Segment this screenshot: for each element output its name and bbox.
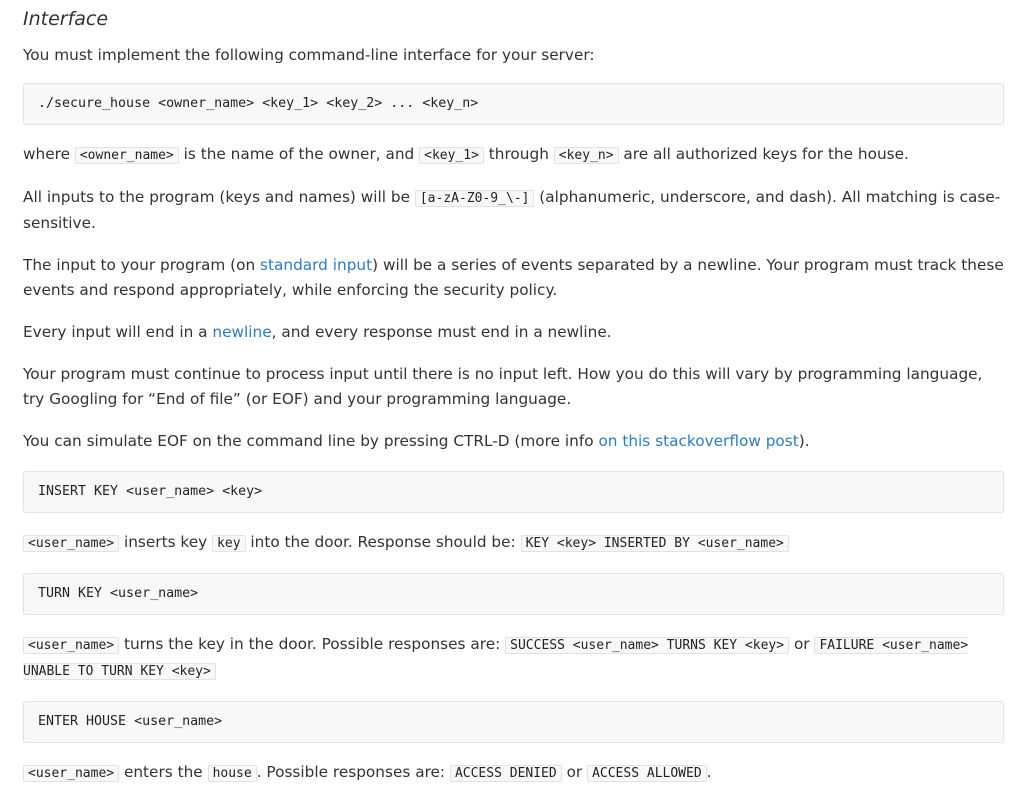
insert-key-code-block: INSERT KEY <user_name> <key> [23, 471, 1004, 513]
insert-description: <user_name> inserts key key into the door. Response should be: KEY <key> INSERTED BY <user_name> [23, 530, 1004, 556]
eof-paragraph: You can simulate EOF on the command line by pressing CTRL-D (more info on this stackoverflow post). [23, 432, 810, 450]
insert-response-code: KEY <key> INSERTED BY <user_name> [521, 535, 789, 552]
failure-response-code: FAILURE <user_name> UNABLE TO TURN KEY <key> [23, 638, 969, 679]
user-name-code: <user_name> [23, 535, 119, 552]
user-name-code: <user_name> [23, 765, 119, 782]
key-code: key [212, 535, 245, 552]
where-paragraph: where <owner_name> is the name of the owner, and <key_1> through <key_n> are all authorized keys for the house. [23, 145, 909, 163]
enter-description: <user_name> enters the house . Possible responses are: ACCESS DENIED or ACCESS ALLOWED . [23, 760, 1004, 786]
newline-paragraph: Every input will end in a newline, and every response must end in a newline. [23, 323, 612, 341]
document-body [0, 5, 1024, 786]
access-denied-code: ACCESS DENIED [450, 765, 562, 782]
user-name-code: <user_name> [23, 637, 119, 654]
usage-code-block: ./secure_house <owner_name> <key_1> <key_2> ... <key_n> [23, 83, 1004, 125]
access-allowed-code: ACCESS ALLOWED [587, 765, 707, 782]
success-response-code: SUCCESS <user_name> TURNS KEY <key> [505, 637, 789, 654]
charset-code: [a-zA-Z0-9_\-] [415, 190, 535, 207]
standard-input-link[interactable]: standard input [260, 256, 373, 274]
keyn-code: <key_n> [554, 147, 619, 164]
continue-paragraph: Your program must continue to process input until there is no input left. How you do this will vary by programming language, try Googling for “End of file” (or EOF) and your programming language. [23, 365, 983, 408]
key1-code: <key_1> [419, 147, 484, 164]
turn-key-code-block: TURN KEY <user_name> [23, 573, 1004, 615]
owner-name-code: <owner_name> [75, 147, 179, 164]
enter-house-code-block: ENTER HOUSE <user_name> [23, 701, 1004, 743]
section-heading: Interface [23, 8, 109, 30]
house-code: house [208, 765, 257, 782]
newline-link[interactable]: newline [212, 323, 272, 341]
turn-description: <user_name> turns the key in the door. Possible responses are: SUCCESS <user_name> TURNS KEY <key> or FAILURE <user_name> UNABLE TO TURN KEY <key> [23, 635, 969, 679]
intro-paragraph: You must implement the following command-line interface for your server: [23, 46, 595, 64]
inputs-paragraph: All inputs to the program (keys and names) will be [a-zA-Z0-9_\-] (alphanumeric, underscore, and dash). All matching is case-sensitive. [23, 188, 1001, 232]
events-paragraph: The input to your program (on standard input) will be a series of events separated by a newline. Your program must track these events and respond appropriately, while enforcing the security policy. [23, 256, 1004, 299]
stackoverflow-link[interactable]: on this stackoverflow post [598, 432, 799, 450]
